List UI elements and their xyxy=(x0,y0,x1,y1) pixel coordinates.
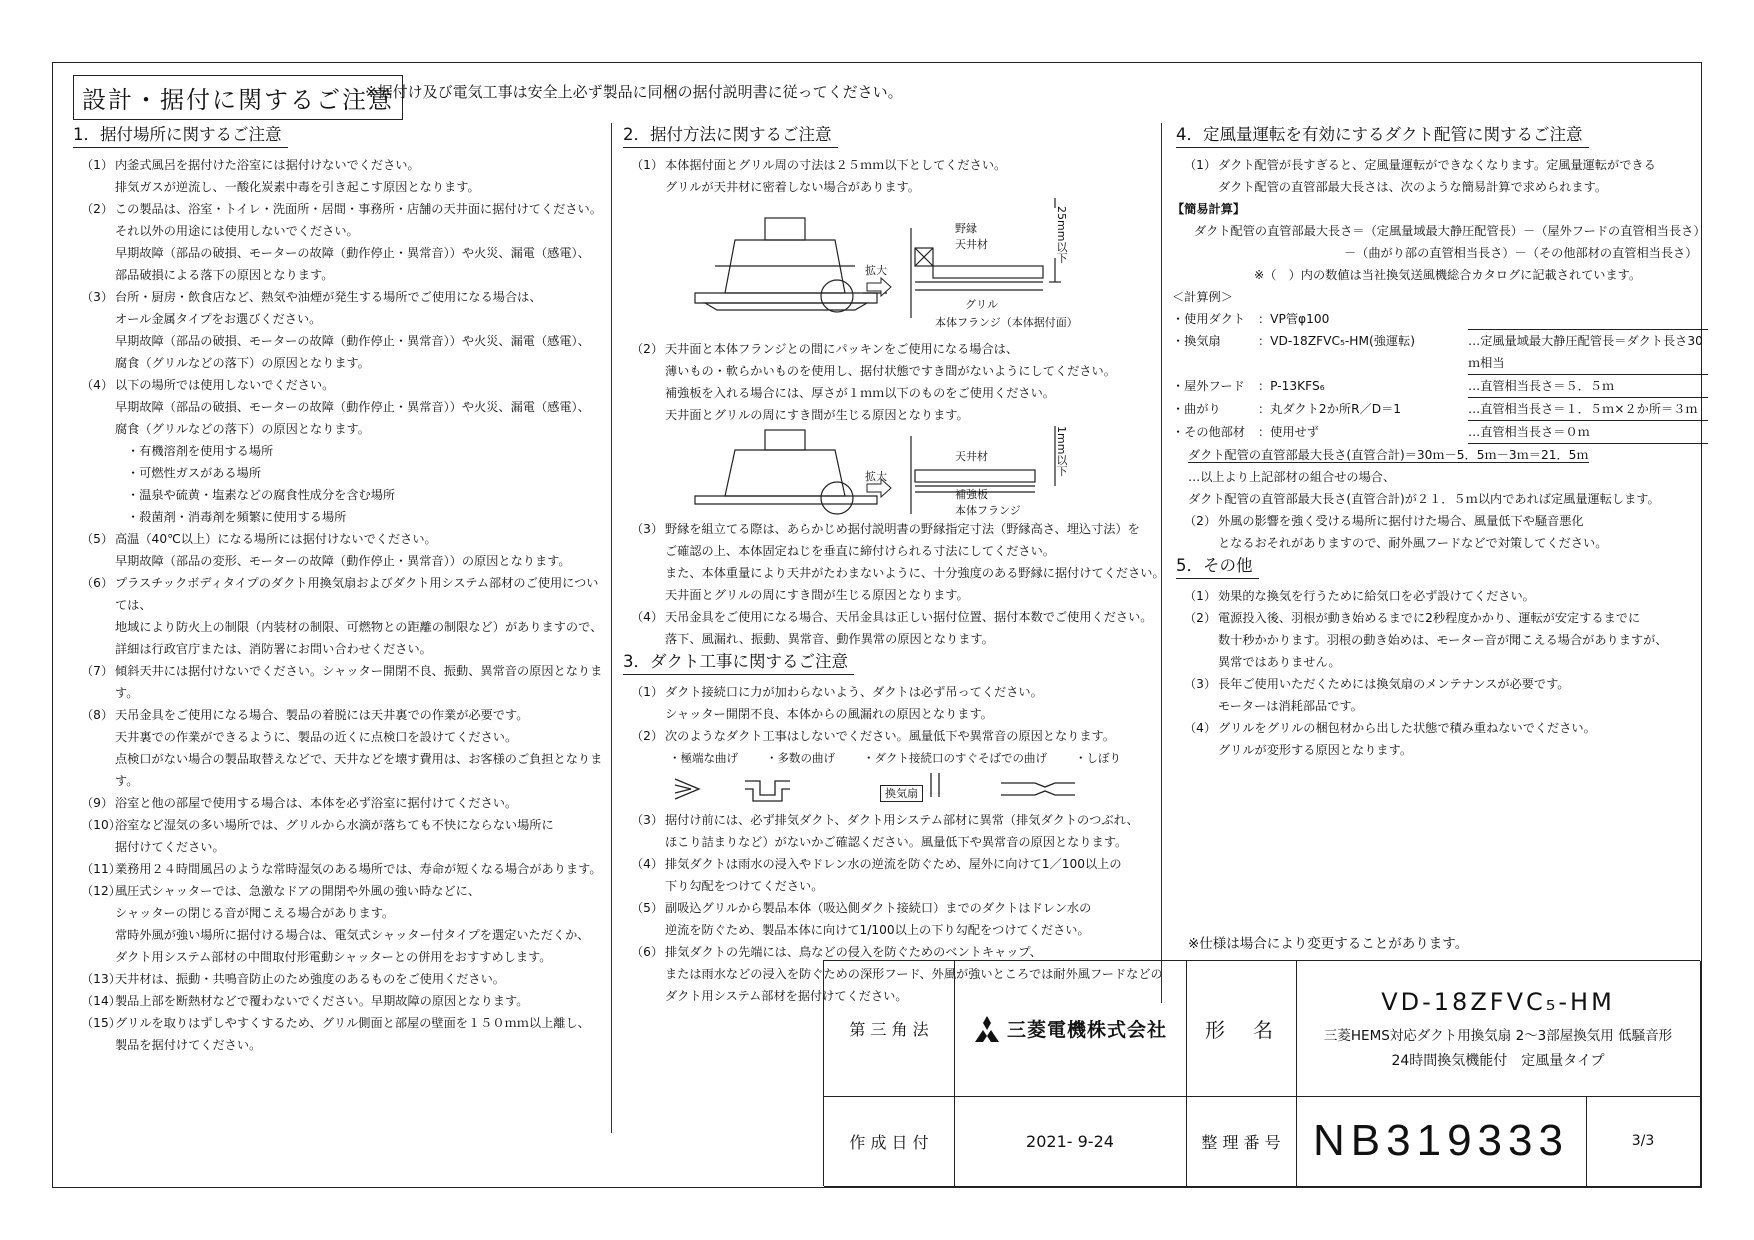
dimension-label: 1mm以下 xyxy=(1055,426,1068,477)
item-text: 副吸込グリルから製品本体（吸込側ダクト接続口）までのダクトはドレン水の xyxy=(665,901,1092,915)
example-v: ：VP管φ100 xyxy=(1258,312,1330,326)
item-text: 天吊金具をご使用になる場合、天吊金具は正しい据付位置、据付本数でご使用ください。 xyxy=(665,610,1153,624)
note-item xyxy=(615,725,1185,747)
label-nobuchi: 野縁 xyxy=(955,222,977,235)
note-item xyxy=(1168,585,1708,607)
note-item xyxy=(65,1012,605,1034)
item-text: 天井面と本体フランジとの間にパッキンをご使用になる場合は、 xyxy=(665,342,1019,356)
item-text: 落下、風漏れ、振動、異常音、動作異常の原因となります。 xyxy=(665,632,994,646)
duct-examples xyxy=(615,747,1135,769)
item-text: ほこり詰まりなど）がないかご確認ください。風量低下や異常音の原因となります。 xyxy=(665,835,1128,849)
sub-item: ・有機溶剤を使用する場所 xyxy=(127,444,274,458)
item-text: 数十秒かかります。羽根の動き始めは、モーター音が聞こえる場合がありますが、 xyxy=(1218,633,1668,647)
item-text: ご確認の上、本体固定ねじを垂直に締付けられる寸法にしてください。 xyxy=(665,544,1055,558)
item-number: （2） xyxy=(1184,514,1217,528)
item-number: （1） xyxy=(631,685,664,699)
company-logo xyxy=(973,1015,1167,1042)
note-item xyxy=(615,154,1185,176)
item-number: （2） xyxy=(631,729,664,743)
item-text: それ以外の用途には使用しないでください。 xyxy=(115,224,359,238)
item-text: 天井裏での作業ができるように、製品の近くに点検口を設けてください。 xyxy=(115,730,518,744)
calc-line: －（曲がり部の直管相当長さ）－（その他部材の直管相当長さ） xyxy=(1344,246,1698,260)
note-item xyxy=(65,154,605,176)
item-text: 業務用２４時間風呂のような常時湿気のある場所では、寿命が短くなる場合があります。 xyxy=(115,862,602,876)
calc-note: ※（ ）内の数値は当社換気送風機総合カタログに記載されています。 xyxy=(1254,268,1642,282)
doc-number-label: 整 理 番 号 xyxy=(1186,1096,1297,1187)
note-item xyxy=(615,897,1185,919)
note-item xyxy=(615,853,1185,875)
note-item xyxy=(65,814,605,836)
item-number: （13） xyxy=(81,972,121,986)
note-item xyxy=(65,990,605,1012)
item-text: 地域により防火上の制限（内装材の制限、可燃物との距離の制限など）がありますので、 xyxy=(115,620,603,634)
item-text: 長年ご使用いただくためには換気扇のメンテナンスが必要です。 xyxy=(1218,677,1570,691)
example-v: ：VD-18ZFVC₅-HM(強運転) xyxy=(1258,334,1416,348)
example-r: …直管相当長さ＝５．５ｍ xyxy=(1468,375,1708,398)
section-heading: 5．その他 xyxy=(1176,554,1259,579)
sub-item: ・温泉や硫黄・塩素などの腐食性成分を含む場所 xyxy=(127,488,396,502)
duct-label: ・多数の曲げ xyxy=(766,751,835,765)
note-item xyxy=(615,338,1185,360)
note-item xyxy=(65,198,605,220)
page-number: 3/3 xyxy=(1586,1096,1701,1187)
label-grille: グリル xyxy=(965,298,998,311)
model-desc: 24時間換気機能付 定風量タイプ xyxy=(1391,1052,1605,1069)
item-number: （5） xyxy=(631,901,664,915)
projection-method: 第 三 角 法 xyxy=(824,961,955,1097)
item-text: ダクト用システム部材を据付けてください。 xyxy=(665,989,908,1003)
label-ceiling: 天井材 xyxy=(955,450,988,463)
sub-item: ・可燃性ガスがある場所 xyxy=(127,466,262,480)
item-number: （1） xyxy=(1184,589,1217,603)
column-divider xyxy=(611,123,612,1133)
item-text: 早期故障（部品の変形、モーターの故障（動作停止・異常音））の原因となります。 xyxy=(115,554,571,568)
example-v: ：丸ダクト2か所R／D＝1 xyxy=(1258,402,1402,416)
example-k: ・使用ダクト xyxy=(1172,312,1246,326)
zoom-label: 拡大 xyxy=(865,264,887,277)
example-r: …定風量域最大静圧配管長＝ダクト長さ30ｍ相当 xyxy=(1468,330,1708,375)
item-text: 以下の場所では使用しないでください。 xyxy=(115,378,335,392)
note-item xyxy=(65,374,605,396)
company-name: 三菱電機株式会社 xyxy=(1006,1019,1167,1041)
item-number: （4） xyxy=(1184,721,1217,735)
item-number: （15） xyxy=(81,1016,121,1030)
item-text: 逆流を防ぐため、製品本体に向けて1/100以上の下り勾配をつけてください。 xyxy=(665,923,1090,937)
item-text: ダクト用システム部材の中間取付形電動シャッターとの併用をおすすめします。 xyxy=(115,950,552,964)
item-text: 据付けてください。 xyxy=(115,840,225,854)
section-install-location xyxy=(65,123,605,1056)
note-item xyxy=(65,572,605,616)
label-ceiling: 天井材 xyxy=(955,238,988,251)
item-text: 効果的な換気を行うために給気口を必ず設けてください。 xyxy=(1218,589,1535,603)
item-text: 部品破損による落下の原因となります。 xyxy=(115,268,334,282)
item-text: 薄いもの・軟らかいものを使用し、据付状態ですき間がないようにしてください。 xyxy=(665,364,1116,378)
item-text: 下り勾配をつけてください。 xyxy=(665,879,824,893)
note-item xyxy=(65,880,605,902)
conclusion: …以上より上記部材の組合せの場合、 xyxy=(1188,470,1396,484)
note-item xyxy=(1168,510,1708,532)
item-number: （12） xyxy=(81,884,121,898)
item-text: 次のようなダクト工事はしないでください。風量低下や異常音の原因となります。 xyxy=(665,729,1115,743)
item-number: （8） xyxy=(81,708,114,722)
item-text: となるおそれがありますので、耐外風フードなどで対策してください。 xyxy=(1218,536,1608,550)
item-text: 傾斜天井には据付けないでください。シャッター開閉不良、振動、異常音の原因となります。 xyxy=(115,664,603,700)
item-text: ダクト配管の直管部最大長さは、次のような簡易計算で求められます。 xyxy=(1218,180,1608,194)
calc-line: ダクト配管の直管部最大長さ＝（定風量域最大静圧配管長）－（屋外フードの直管相当長さ） xyxy=(1194,224,1706,238)
note-item xyxy=(615,518,1185,540)
item-text: 詳細は行政官庁または、消防署にお問い合わせください。 xyxy=(115,642,432,656)
example-title: ＜計算例＞ xyxy=(1172,290,1233,304)
example-row xyxy=(1172,330,1708,375)
item-number: （4） xyxy=(81,378,114,392)
item-number: （3） xyxy=(631,813,664,827)
item-text: 外風の影響を強く受ける場所に据付けた場合、風量低下や騒音悪化 xyxy=(1218,514,1584,528)
duct-example-figures xyxy=(615,769,1185,809)
item-number: （2） xyxy=(81,202,114,216)
item-number: （4） xyxy=(631,857,664,871)
item-text: 補強板を入れる場合には、厚さが１ｍｍ以下のものをご使用ください。 xyxy=(665,386,1055,400)
item-number: （2） xyxy=(631,342,664,356)
model-label: 形 名 xyxy=(1186,961,1297,1097)
date-label: 作 成 日 付 xyxy=(824,1096,955,1187)
item-number: （3） xyxy=(1184,677,1217,691)
duct-label: ・ダクト接続口のすぐそばでの曲げ xyxy=(863,751,1047,765)
item-text: 本体据付面とグリル周の寸法は２５ｍｍ以下としてください。 xyxy=(665,158,1007,172)
item-text: オール金属タイプをお選びください。 xyxy=(115,312,322,326)
item-number: （6） xyxy=(631,945,664,959)
example-r: …直管相当長さ＝０ｍ xyxy=(1468,421,1708,444)
date-value: 2021- 9-24 xyxy=(954,1096,1187,1187)
item-number: （1） xyxy=(631,158,664,172)
zoom-label: 拡大 xyxy=(865,470,887,483)
item-text: 高温（40℃以上）になる場所には据付けないでください。 xyxy=(115,532,437,546)
item-text: 早期故障（部品の破損、モーターの故障（動作停止・異常音））や火災、漏電（感電）、 xyxy=(115,246,590,260)
item-text: 異常ではありません。 xyxy=(1218,655,1341,669)
item-text: 浴室と他の部屋で使用する場合は、本体を必ず浴室に据付けてください。 xyxy=(115,796,518,810)
item-text: 天井面とグリルの周にすき間が生じる原因となります。 xyxy=(665,408,969,422)
section-heading: 3．ダクト工事に関するご注意 xyxy=(623,650,854,675)
label-flange: 本体フランジ（本体据付面） xyxy=(935,316,1078,329)
note-item xyxy=(65,704,605,726)
item-text: グリルが天井材に密着しない場合があります。 xyxy=(665,180,920,194)
item-text: 天吊金具をご使用になる場合、製品の着脱には天井裏での作業が必要です。 xyxy=(115,708,529,722)
item-number: （3） xyxy=(631,522,664,536)
item-text: シャッターの閉じる音が聞こえる場合があります。 xyxy=(115,906,395,920)
item-text: 早期故障（部品の破損、モーターの故障（動作停止・異常音））や火災、漏電（感電）、 xyxy=(115,400,590,414)
header-note: ※据付け及び電気工事は安全上必ず製品に同梱の据付説明書に従ってください。 xyxy=(365,83,903,101)
item-number: （1） xyxy=(81,158,114,172)
item-text: ダクト接続口に力が加わらないよう、ダクトは必ず吊ってください。 xyxy=(665,685,1043,699)
spec-note: ※仕様は場合により変更することがあります。 xyxy=(1188,936,1469,952)
item-number: （6） xyxy=(81,576,114,590)
model-desc: 三菱HEMS対応ダクト用換気扇 2～3部屋換気用 低騒音形 xyxy=(1323,1027,1673,1044)
item-text: 据付け前には、必ず排気ダクト、ダクト用システム部材に異常（排気ダクトのつぶれ、 xyxy=(665,813,1139,827)
packing-diagram xyxy=(615,426,1185,518)
note-item xyxy=(615,681,1185,703)
example-row xyxy=(1172,375,1708,398)
item-text: この製品は、浴室・トイレ・洗面所・居間・事務所・店舗の天井面に据付けてください。 xyxy=(115,202,602,216)
sub-item: ・殺菌剤・消毒剤を頻繁に使用する場所 xyxy=(127,510,347,524)
item-text: 天井材は、振動・共鳴音防止のため強度のあるものをご使用ください。 xyxy=(115,972,505,986)
model-number: VD-18ZFVC₅-HM xyxy=(1381,987,1615,1016)
calc-title: 【簡易計算】 xyxy=(1172,202,1246,216)
note-item xyxy=(1168,154,1708,176)
title-block xyxy=(823,960,1700,1186)
example-v: ：P-13KFS₆ xyxy=(1258,379,1325,393)
item-text: 天井面とグリルの周にすき間が生じる原因となります。 xyxy=(665,588,969,602)
note-item xyxy=(615,809,1185,831)
note-item xyxy=(65,858,605,880)
section-heading: 2．据付方法に関するご注意 xyxy=(623,123,838,148)
section-heading: 4．定風量運転を有効にするダクト配管に関するご注意 xyxy=(1176,123,1589,148)
label-plate: 補強板 xyxy=(955,488,988,501)
example-k: ・換気扇 xyxy=(1172,334,1221,348)
item-number: （7） xyxy=(81,664,114,678)
mitsubishi-logo-icon xyxy=(973,1016,1001,1042)
item-text: ダクト配管が長すぎると、定風量運転ができなくなります。定風量運転ができる xyxy=(1218,158,1656,172)
label-flange: 本体フランジ xyxy=(955,504,1021,517)
example-k: ・屋外フード xyxy=(1172,379,1245,393)
example-r: …直管相当長さ＝１．５ｍ×２か所＝３ｍ xyxy=(1468,398,1708,421)
section-constant-airflow xyxy=(1168,123,1708,761)
note-item xyxy=(1168,717,1708,739)
company-cell xyxy=(954,961,1187,1097)
note-item xyxy=(65,660,605,704)
item-number: （5） xyxy=(81,532,114,546)
item-text: 排気ダクトの先端には、鳥などの侵入を防ぐためのベントキャップ、 xyxy=(665,945,1042,959)
item-text: グリルを取りはずしやすくするため、グリル側面と部屋の壁面を１５０ｍｍ以上離し、 xyxy=(115,1016,590,1030)
item-text: 常時外風が強い場所に据付ける場合は、電気式シャッター付タイプを選定いただくか、 xyxy=(115,928,590,942)
note-item xyxy=(65,286,605,308)
duct-shapes xyxy=(615,769,1135,809)
example-v: ：使用せず xyxy=(1258,425,1319,439)
note-item xyxy=(615,606,1185,628)
note-item xyxy=(65,792,605,814)
section-heading: 1．据付場所に関するご注意 xyxy=(73,123,288,148)
item-text: 点検口がない場合の製品取替えなどで、天井などを壊す費用は、お客様のご負担となります。 xyxy=(115,752,603,788)
example-r xyxy=(1468,308,1708,330)
grille-gap-diagram xyxy=(615,198,1185,338)
item-number: （14） xyxy=(81,994,121,1008)
item-text: 早期故障（部品の破損、モーターの故障（動作停止・異常音））や火災、漏電（感電）、 xyxy=(115,334,590,348)
item-text: 製品上部を断熱材などで覆わないでください。早期故障の原因となります。 xyxy=(115,994,529,1008)
item-text: 野縁を組立てる際は、あらかじめ据付説明書の野縁指定寸法（野縁高さ、埋込寸法）を xyxy=(665,522,1140,536)
note-item xyxy=(1168,607,1708,629)
item-number: （10） xyxy=(81,818,121,832)
note-item xyxy=(65,528,605,550)
item-text: グリルが変形する原因となります。 xyxy=(1218,743,1413,757)
note-item xyxy=(1168,673,1708,695)
example-row xyxy=(1172,398,1708,421)
item-number: （4） xyxy=(631,610,664,624)
item-text: 浴室など湿気の多い場所では、グリルから水滴が落ちても不快にならない場所に xyxy=(115,818,554,832)
item-text: 腐食（グリルなどの落下）の原因となります。 xyxy=(115,356,370,370)
item-text: 排気ダクトは雨水の浸入やドレン水の逆流を防ぐため、屋外に向けて1／100以上の xyxy=(665,857,1122,871)
item-text: 電源投入後、羽根が動き始めるまでに2秒程度かかり、運転が安定するまでに xyxy=(1218,611,1641,625)
item-text: プラスチックボディタイプのダクト用換気扇およびダクト用システム部材のご使用については、 xyxy=(115,576,599,612)
example-row xyxy=(1172,308,1708,330)
fan-box-label: 換気扇 xyxy=(880,785,923,802)
item-text: 内釜式風呂を据付けた浴室には据付けないでください。 xyxy=(115,158,420,172)
example-row xyxy=(1172,421,1708,444)
duct-label: ・極端な曲げ xyxy=(669,751,738,765)
item-text: シャッター開閉不良、本体からの風漏れの原因となります。 xyxy=(665,707,993,721)
item-number: （9） xyxy=(81,796,114,810)
item-text: または雨水などの浸入を防ぐための深形フード、外風が強いところでは耐外風フードなどの xyxy=(665,967,1163,981)
note-item xyxy=(65,968,605,990)
item-number: （11） xyxy=(81,862,121,876)
result-line: ダクト配管の直管部最大長さ(直管合計)＝30ｍ－5．5ｍ－3ｍ＝21．5ｍ xyxy=(1188,448,1589,462)
item-text: 排気ガスが逆流し、一酸化炭素中毒を引き起こす原因となります。 xyxy=(115,180,480,194)
item-number: （2） xyxy=(1184,611,1217,625)
dimension-label: 25mm以下 xyxy=(1055,206,1068,264)
item-text: グリルをグリルの梱包材から出した状態で積み重ねないでください。 xyxy=(1218,721,1596,735)
model-cell xyxy=(1296,961,1701,1097)
item-text: また、本体重量により天井がたわまないように、十分強度のある野縁に据付けてください。 xyxy=(665,566,1165,580)
item-text: 風圧式シャッターでは、急激なドアの開閉や外風の強い時などに、 xyxy=(115,884,481,898)
section-install-method xyxy=(615,123,1185,1007)
item-text: 腐食（グリルなどの落下）の原因となります。 xyxy=(115,422,370,436)
example-k: ・曲がり xyxy=(1172,402,1221,416)
example-k: ・その他部材 xyxy=(1172,425,1246,439)
conclusion: ダクト配管の直管部最大長さ(直管合計)が２１．５ｍ以内であれば定風量運転します。 xyxy=(1188,492,1660,506)
item-text: 台所・厨房・飲食店など、熱気や油煙が発生する場所でご使用になる場合は、 xyxy=(115,290,542,304)
item-text: 製品を据付けてください。 xyxy=(115,1038,262,1052)
duct-label: ・しぼり xyxy=(1075,751,1121,765)
page-title: 設計・据付に関するご注意 xyxy=(73,75,403,120)
item-text: モーターは消耗部品です。 xyxy=(1218,699,1363,713)
item-number: （1） xyxy=(1184,158,1217,172)
item-number: （3） xyxy=(81,290,114,304)
doc-number: NB319333 xyxy=(1296,1096,1587,1187)
